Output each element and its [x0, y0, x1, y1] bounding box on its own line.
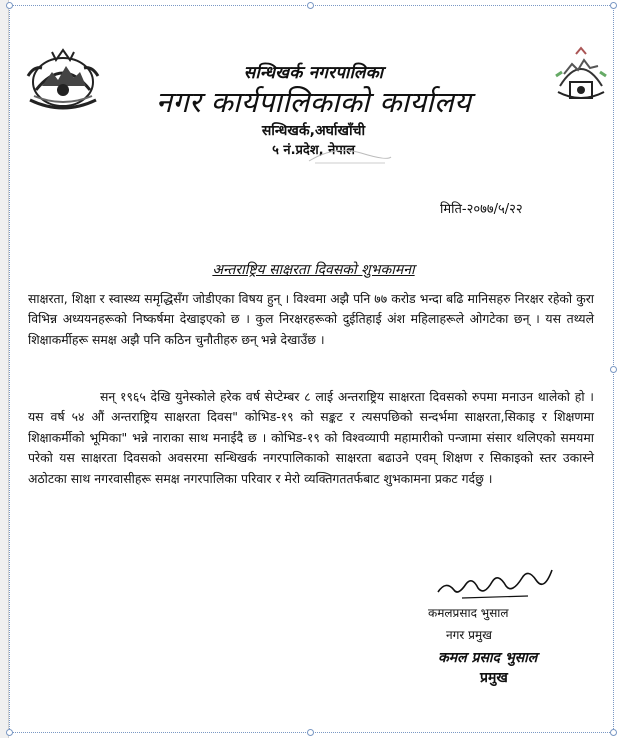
resize-handle-bottom-left[interactable]: [6, 729, 13, 736]
letter-subject: अन्तराष्ट्रिय साक्षरता दिवसको शुभकामना: [212, 262, 415, 278]
signer-name: कमलप्रसाद भुसाल: [428, 606, 509, 620]
resize-handle-bottom-right[interactable]: [610, 729, 617, 736]
office-name: नगर कार्यपालिकाको कार्यालय: [155, 85, 472, 119]
resize-handle-top-left[interactable]: [6, 2, 13, 9]
faint-stamp-mark: [305, 141, 395, 165]
office-province: ५ नं.प्रदेश, नेपाल: [272, 143, 355, 158]
seal-stamp-title: प्रमुख: [480, 670, 508, 686]
seal-stamp-name: कमल प्रसाद भुसाल: [438, 650, 538, 666]
resize-handle-right-mid[interactable]: [610, 366, 617, 373]
resize-handle-top-mid[interactable]: [307, 2, 314, 9]
signer-title: नगर प्रमुख: [446, 628, 492, 642]
paragraph-2: सन् १९६५ देखि युनेस्कोले हरेक वर्ष सेप्टेम्बर ८ लाई अन्तराष्ट्रिय साक्षरता दिवसको रुपमा मनाउन थालेको हो । यस वर्ष ५४ औं अन्तराष्ट्रिय साक्षरता दिवस" कोभिड-१९ को सङ्कट र त्यसपछिको सन्दर्भमा साक्षरता,सिकाइ र शिक्षणमा शिक्षाकर्मीको भूमिका" भन्ने नाराका साथ मनाईदै छ । कोभिड-१९ को विश्वव्यापी महामारीको पन्जामा संसार थलिएको समयमा परेको यस साक्षरता दिवसको अवसरमा सन्धिखर्क नगरपालिकाको साक्षरता बढाउने एवम् शिक्षण र सिकाइको स्तर उकास्ने अठोटका साथ नगरवासीहरू समक्ष नगरपालिका परिवार र मेरो व्यक्तिगततर्फबाट शुभकामना प्रकट गर्दछु ।: [28, 389, 594, 486]
resize-handle-bottom-mid[interactable]: [307, 729, 314, 736]
resize-handle-top-right[interactable]: [610, 2, 617, 9]
handwritten-signature: [432, 562, 557, 610]
office-place: सन्धिखर्क,अर्घाखाँची: [261, 123, 366, 139]
municipality-name: सन्धिखर्क नगरपालिका: [243, 63, 384, 83]
paragraph-1: साक्षरता, शिक्षा र स्वास्थ्य समृद्धिसँग जोडीएका विषय हुन् । विश्वमा अझै पनि ७७ करोड भन्दा बढि मानिसहरु निरक्षर रहेको कुरा विभिन्न अध्ययनहरूको निष्कर्षमा देखाइएको छ । कुल निरक्षरहरूको दुईतिहाई अंश महिलाहरूले ओगटेका छन् । यस तथ्यले शिक्षाकर्मीहरू समक्ष अझै पनि कठिन चुनौतीहरु छन् भन्ने देखाउँछ ।: [28, 291, 594, 347]
letter-date: मिति-२०७७/५/२२: [440, 202, 523, 217]
